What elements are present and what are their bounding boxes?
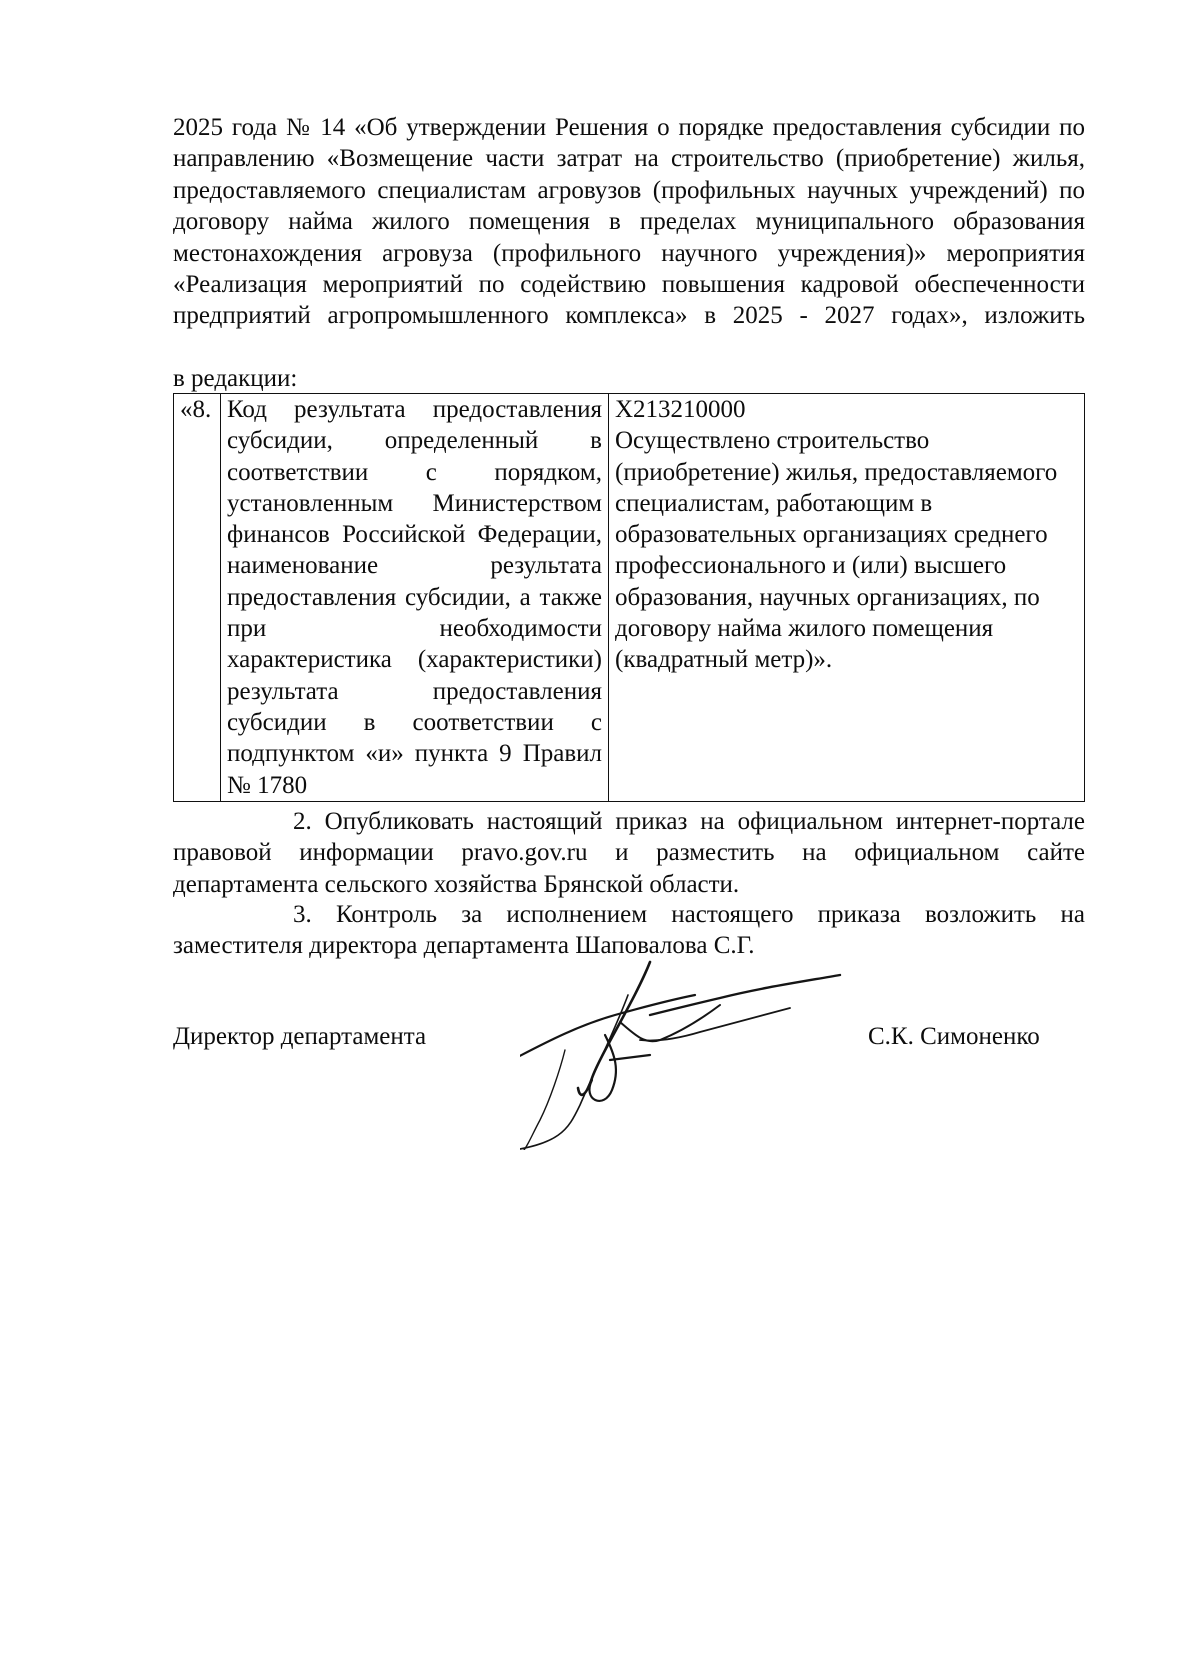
intro-paragraph-tail: в редакции: <box>173 365 298 392</box>
result-code: Х213210000 <box>615 396 746 423</box>
row-description: Код результата предоставления субсидии, определенный в соответствии с порядком, установленным Министерством финансов Российской Федерации, наименование результата предоставления субсидии, а также при необходимости характеристика (характеристики) результата предоставления субсидии в соответствии с подпунктом «и» пункта 9 Правил № 1780 <box>227 396 602 799</box>
signatory-name: С.К. Симоненко <box>868 1023 1040 1050</box>
handwritten-signature <box>520 960 850 1150</box>
row-number-cell <box>174 394 221 802</box>
signatory-position: Директор департамента <box>173 1023 427 1050</box>
item-3-text: 3. Контроль за исполнением настоящего приказа возложить на заместителя директора департамента Шаповалова С.Г. <box>173 901 1085 960</box>
item-2-text: 2. Опубликовать настоящий приказ на официальном интернет-портале правовой информации pravo.gov.ru и разместить на официальном сайте департамента сельского хозяйства Брянской области. <box>173 808 1085 898</box>
item-3-paragraph <box>173 899 1085 962</box>
table-row <box>174 394 1085 802</box>
amendment-table <box>173 393 1085 802</box>
result-description: Осуществлено строительство (приобретение) жилья, предоставляемого специалистам, работающим в образовательных организациях среднего профессионального и (или) высшего образования, научных организациях, по договору найма жилого помещения (квадратный метр)». <box>615 427 1058 674</box>
row-value-cell <box>609 394 1085 802</box>
row-number: «8. <box>180 396 212 423</box>
intro-paragraph: 2025 года № 14 «Об утверждении Решения о порядке предоставления субсидии по направлению «Возмещение части затрат на строительство (приобретение) жилья, предоставляемого специалистам агровузов (профильных научных учреждений) по договору найма жилого помещения в пределах муниципального образования местонахождения агровуза (профильного научного учреждения)» мероприятия «Реализация мероприятий по содействию повышения кадровой обеспеченности предприятий агропромышленного комплекса» в 2025 - 2027 годах», изложить <box>173 114 1085 330</box>
item-2-paragraph <box>173 806 1085 900</box>
row-description-cell <box>221 394 609 802</box>
